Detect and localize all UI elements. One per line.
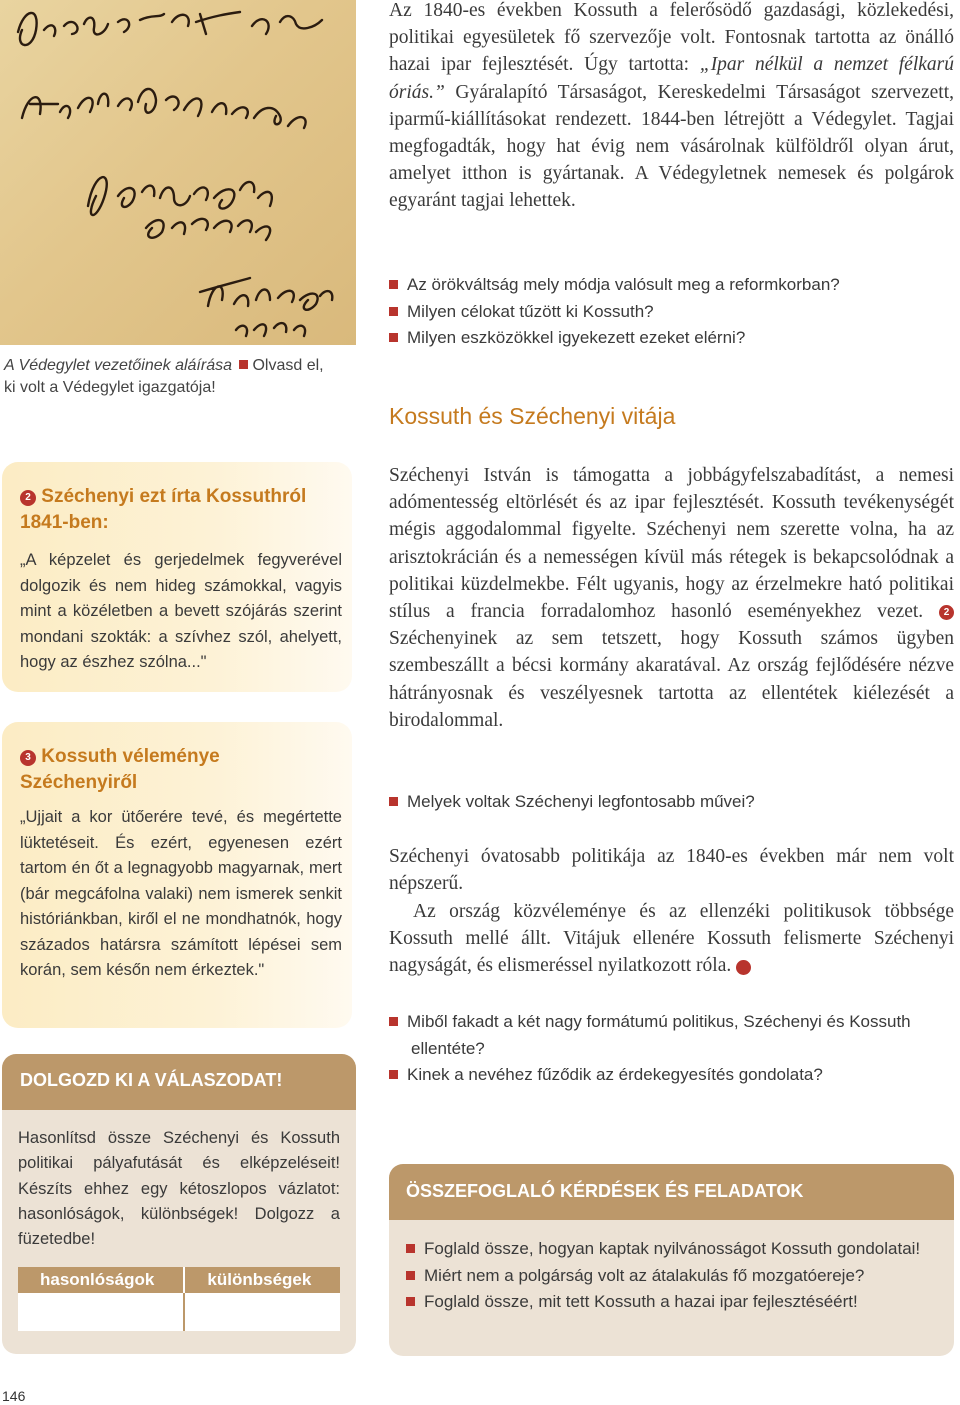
table-cell	[18, 1293, 184, 1331]
question-list-2	[389, 789, 954, 816]
body1-text-2: Széchenyinek az sem tetszett, hogy Kossuth számos ügyben szembeszállt a bécsi kormány akaratával. Az ország fejlődésére nézve hátrányosnak és veszélyesnek tartotta az ellentétek kiélezését a birodalommal.	[389, 628, 954, 731]
bullet-square-icon	[239, 360, 248, 369]
question-text: Kinek a nevéhez fűződik az érdekegyesítés gondolata?	[407, 1065, 823, 1084]
summary-item-text: Miért nem a polgárság volt az átalakulás fő mozgatóereje?	[424, 1265, 865, 1285]
source-marker-icon: 2	[939, 605, 954, 620]
column-header-similarities: hasonlóságok	[18, 1267, 184, 1293]
list-item	[389, 299, 954, 326]
bullet-square-icon	[406, 1297, 415, 1306]
signatures-image	[0, 0, 356, 345]
list-item	[389, 789, 954, 816]
intro-text-2: Gyáralapító Társaságot, Kereskedelmi Társaságot szervezett, iparmű-kiállításokat rendezett. 1844-ben létrejött a Védegylet. Tagjai megfogadták, hogy hat évig nem vásárolnak külföldről olyan árut, amelyet itthon is gyártanak. A Védegyletnek nemesek és polgárok egyaránt tagjai lehettek.	[389, 81, 954, 212]
intro-text-1: Az 1840-es években Kossuth a felerősödő gazdasági, közlekedési, politikai egyesületek fő szervezője volt. Fontosnak tartotta az önálló hazai ipar fejlesztését. Úgy tartotta:	[389, 0, 954, 76]
caption-text: Olvasd el, ki volt a Védegylet igazgatója!	[4, 357, 324, 396]
list-item	[389, 1009, 954, 1062]
summary-item-text: Foglald össze, hogyan kaptak nyilvánosságot Kossuth gondolatai!	[424, 1239, 921, 1258]
bullet-square-icon	[406, 1271, 415, 1280]
question-text: Melyek voltak Széchenyi legfontosabb művei?	[407, 792, 755, 811]
list-item	[406, 1263, 936, 1290]
table-row	[18, 1293, 340, 1331]
question-text: Milyen eszközökkel igyekezett ezeket elérni?	[407, 328, 746, 347]
body1-text-1: Széchenyi István is támogatta a jobbágyfelszabadítást, a nemesi adómentesség eltörlését és az ipar fejlesztését. Kossuth tevékenységét mégis aggodalommal figyelte. Széchenyi nem szerette volna, ha az arisztokrácián és a nemességen kívül más rétegek is bekapcsolódnak a politikai küzdelmekbe. Félt ugyanis, hogy az érzelmekre ható politikai stílus a francia forradalomhoz hasonló eseményekhez vezet.	[389, 465, 954, 623]
question-list-1	[389, 272, 954, 352]
question-text: Az örökváltság mely módja valósult meg a reformkorban?	[407, 275, 840, 294]
figure-caption	[4, 355, 334, 399]
source-box-title	[20, 484, 340, 536]
task-header	[2, 1054, 356, 1110]
comparison-table	[18, 1267, 340, 1331]
column-header-differences: különbségek	[184, 1267, 340, 1293]
summary-header	[389, 1164, 954, 1220]
summary-heading: ÖSSZEFOGLALÓ KÉRDÉSEK ÉS FELADATOK	[406, 1181, 804, 1201]
question-text: Milyen célokat tűzött ki Kossuth?	[407, 301, 654, 321]
bullet-square-icon	[406, 1244, 415, 1253]
body2-text: Az ország közvéleménye és az ellenzéki politikusok többsége Kossuth mellé állt. Vitájuk ellenére Kossuth felismerte Széchenyi nagyságát, és elismeréssel nyilatkozott róla.	[389, 901, 954, 977]
list-item	[406, 1236, 936, 1263]
source-marker-icon: 3	[736, 960, 751, 975]
section-title: Kossuth és Széchenyi vitája	[389, 403, 676, 429]
table-cell	[184, 1293, 340, 1331]
bullet-square-icon	[389, 333, 398, 342]
source-box-title	[20, 744, 320, 796]
signatures-drawing	[0, 0, 356, 345]
body-paragraph-1	[389, 462, 954, 734]
bullet-square-icon	[389, 1017, 398, 1026]
bullet-square-icon	[389, 280, 398, 289]
summary-list	[406, 1236, 936, 1316]
page-number: 146	[2, 1388, 26, 1404]
list-item	[389, 325, 954, 352]
list-item	[406, 1289, 936, 1316]
source-marker-icon: 2	[20, 490, 36, 506]
intro-paragraph	[389, 0, 954, 215]
question-list-3	[389, 1009, 954, 1089]
body-paragraph-3	[389, 898, 954, 980]
source-title-text: Széchenyi ezt írta Kossuthról 1841-ben:	[20, 486, 307, 533]
source-quote: „A képzelet és gerjedelmek fegyverével dolgozik és nem hideg számokkal, vagyis mint a közéletben a bevett szójárás szerint mondani szokták: a szívhez szól, ahelyett, hogy az észhez szólna..."	[20, 551, 342, 671]
list-item	[389, 272, 954, 299]
task-heading: DOLGOZD KI A VÁLASZODAT!	[20, 1070, 283, 1090]
intro-quote: „Ipar nélkül a nemzet félkarú óriás.”	[389, 54, 954, 103]
caption-italic: A Védegylet vezetőinek aláírása	[4, 357, 232, 374]
task-text: Hasonlítsd össze Széchenyi és Kossuth politikai pályafutását és elképzeléseit! Készíts ehhez egy kétoszlopos vázlatot: hasonlóságok, különbségek! Dolgozz a füzetedbe!	[18, 1129, 340, 1249]
source-box-3	[2, 722, 352, 1028]
list-item	[389, 1062, 954, 1089]
summary-item-text: Foglald össze, mit tett Kossuth a hazai ipar fejlesztéséért!	[424, 1292, 858, 1311]
source-marker-icon: 3	[20, 750, 36, 766]
bullet-square-icon	[389, 1070, 398, 1079]
source-box-2	[2, 462, 352, 692]
body-paragraph-2: Széchenyi óvatosabb politikája az 1840-es években már nem volt népszerű.	[389, 846, 954, 895]
table-header-row	[18, 1267, 340, 1293]
question-text: Miből fakadt a két nagy formátumú politikus, Széchenyi és Kossuth ellentéte?	[407, 1012, 911, 1058]
source-quote: „Ujjait a kor ütőerére tevé, és megértette lüktetéseit. És ezért, egyenesen ezért tartom én őt a legnagyobb magyarnak, mert (bár megcáfolna valaki) nem ismerek senkit históriánkban, kiről el ne mondhatnók, hogy százados határsra számított lépései sem korán, sem későn nem érkeztek."	[20, 808, 342, 979]
bullet-square-icon	[389, 797, 398, 806]
bullet-square-icon	[389, 307, 398, 316]
source-title-text: Kossuth véleménye Széchenyiről	[20, 746, 220, 793]
